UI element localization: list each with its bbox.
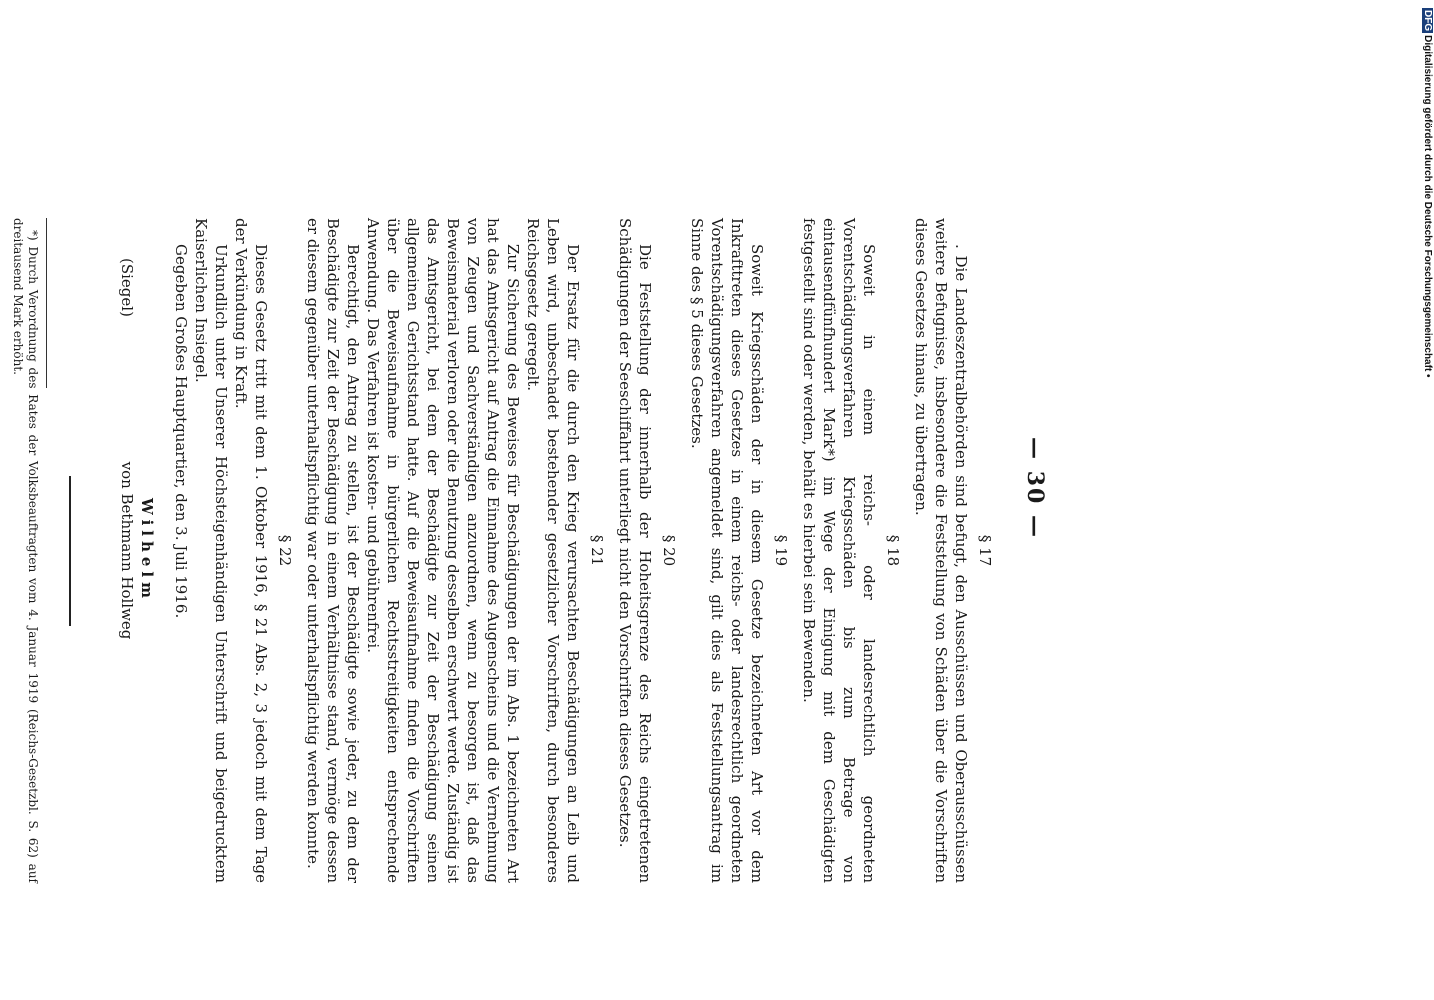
paragraph: Der Ersatz für die durch den Krieg verursachten Beschädigungen an Leib und Leben wird, unbeschadet bestehender gesetzlicher Vorschriften, durch besonderes Reichsgesetz geregelt. xyxy=(524,218,582,883)
credit-line xyxy=(1422,8,1433,378)
section-heading: § 17 xyxy=(976,534,994,567)
section-heading: § 22 xyxy=(276,534,294,567)
dfg-logo: DFG xyxy=(1422,10,1433,32)
paragraph: Gegeben Großes Hauptquartier, den 3. Juli 1916. xyxy=(172,244,190,619)
section-19 xyxy=(687,218,791,883)
section-17 xyxy=(911,218,995,883)
section-21 xyxy=(303,218,607,883)
signature-block xyxy=(91,218,157,883)
signature-line xyxy=(91,218,137,883)
credit-text: Digitalisierung gefördert durch die Deutsche Forschungsgemeinschaft • xyxy=(1422,35,1433,378)
section-heading: § 18 xyxy=(884,534,902,567)
paragraph: Soweit in einem reichs- oder landesrechtlich geordneten Vorentschädigungsverfahren Kriegsschäden bis zum Betrage von eintausendfünfhundert Mark*) im Wege der Einigung mit dem Geschädigten festgestellt sind oder werden, behält es hierbei sein Bewenden. xyxy=(800,218,878,883)
paragraph: Dieses Gesetz tritt mit dem 1. Oktober 1916, § 21 Abs. 2, 3 jedoch mit dem Tage der Verkündung in Kraft. xyxy=(232,218,270,883)
paragraph: Soweit Kriegsschäden der in diesem Gesetze bezeichneten Art vor dem Inkrafttreten dieses Gesetzes in einem reichs- oder landesrechtlich geordneten Vorentschädigungsverfahren angemeldet sind, gilt dies als Feststellungsantrag im Sinne des § 5 dieses Gesetzes. xyxy=(688,218,766,883)
section-18 xyxy=(799,218,903,883)
digitization-credit xyxy=(1419,8,1433,393)
paragraph: Berechtigt, den Antrag zu stellen, ist der Beschädigte sowie jeder, zu dem der Beschädigte zur Zeit der Beschädigung in einem Verhältnisse stand, vermöge dessen er diesem gegenüber unterhaltspflichtig war oder unterhaltspflichtig werden konnte. xyxy=(304,218,362,883)
document-page xyxy=(11,88,1193,888)
closing-rule xyxy=(69,476,71,626)
footnote: *) Durch Verordnung des Rates der Volksbeauftragten vom 4. Januar 1919 (Reichs-Gesetzbl. S. 62) auf dreitausend Mark erhöht. xyxy=(11,218,40,883)
section-heading: § 19 xyxy=(772,534,790,567)
countersignature: von Bethmann Hollweg xyxy=(118,461,136,640)
section-heading: § 21 xyxy=(588,534,606,567)
signature-name: Wilhelm xyxy=(138,498,156,603)
section-heading: § 20 xyxy=(660,534,678,567)
section-20 xyxy=(615,218,679,883)
paragraph: Die Feststellung der innerhalb der Hoheitsgrenze des Reichs eingetretenen Schädigungen der Seeschiffahrt unterliegt nicht den Vorschriften dieses Gesetzes. xyxy=(616,218,654,883)
paragraph: . Die Landeszentralbehörden sind befugt, den Ausschüssen und Oberausschüssen weitere Befugnisse, insbesondere die Feststellung von Schäden über die Vorschriften dieses Gesetzes hinaus, zu übertragen. xyxy=(912,218,970,883)
page-body xyxy=(10,218,1003,883)
paragraph: Zur Sicherung des Beweises für Beschädigungen der im Abs. 1 bezeichneten Art hat das Amtsgericht auf Antrag die Einnahme des Augenscheins und die Vernehmung von Zeugen und Sachverständigen anzuordnen, wenn zu besorgen ist, daß das Beweismaterial verloren oder die Benutzung desselben erschwert werde. Zuständig ist das Amtsgericht, bei dem der Beschädigte zur Zeit der Beschädigung seinen allgemeinen Gerichtsstand hatte. Auf die Beweisaufnahme finden die Vorschriften über die Beweisaufnahme in bürgerlichen Rechtsstreitigkeiten entsprechende Anwendung. Das Verfahren ist kosten- und gebührenfrei. xyxy=(364,218,522,883)
page-number: — 30 — xyxy=(1022,437,1048,539)
seal-label: (Siegel) xyxy=(118,258,136,317)
paragraph: Urkundlich unter Unserer Höchsteigenhändigen Unterschrift und beigedrucktem Kaiserlichen Insiegel. xyxy=(192,218,230,883)
section-22 xyxy=(171,218,295,883)
footnote-rule xyxy=(46,218,47,388)
